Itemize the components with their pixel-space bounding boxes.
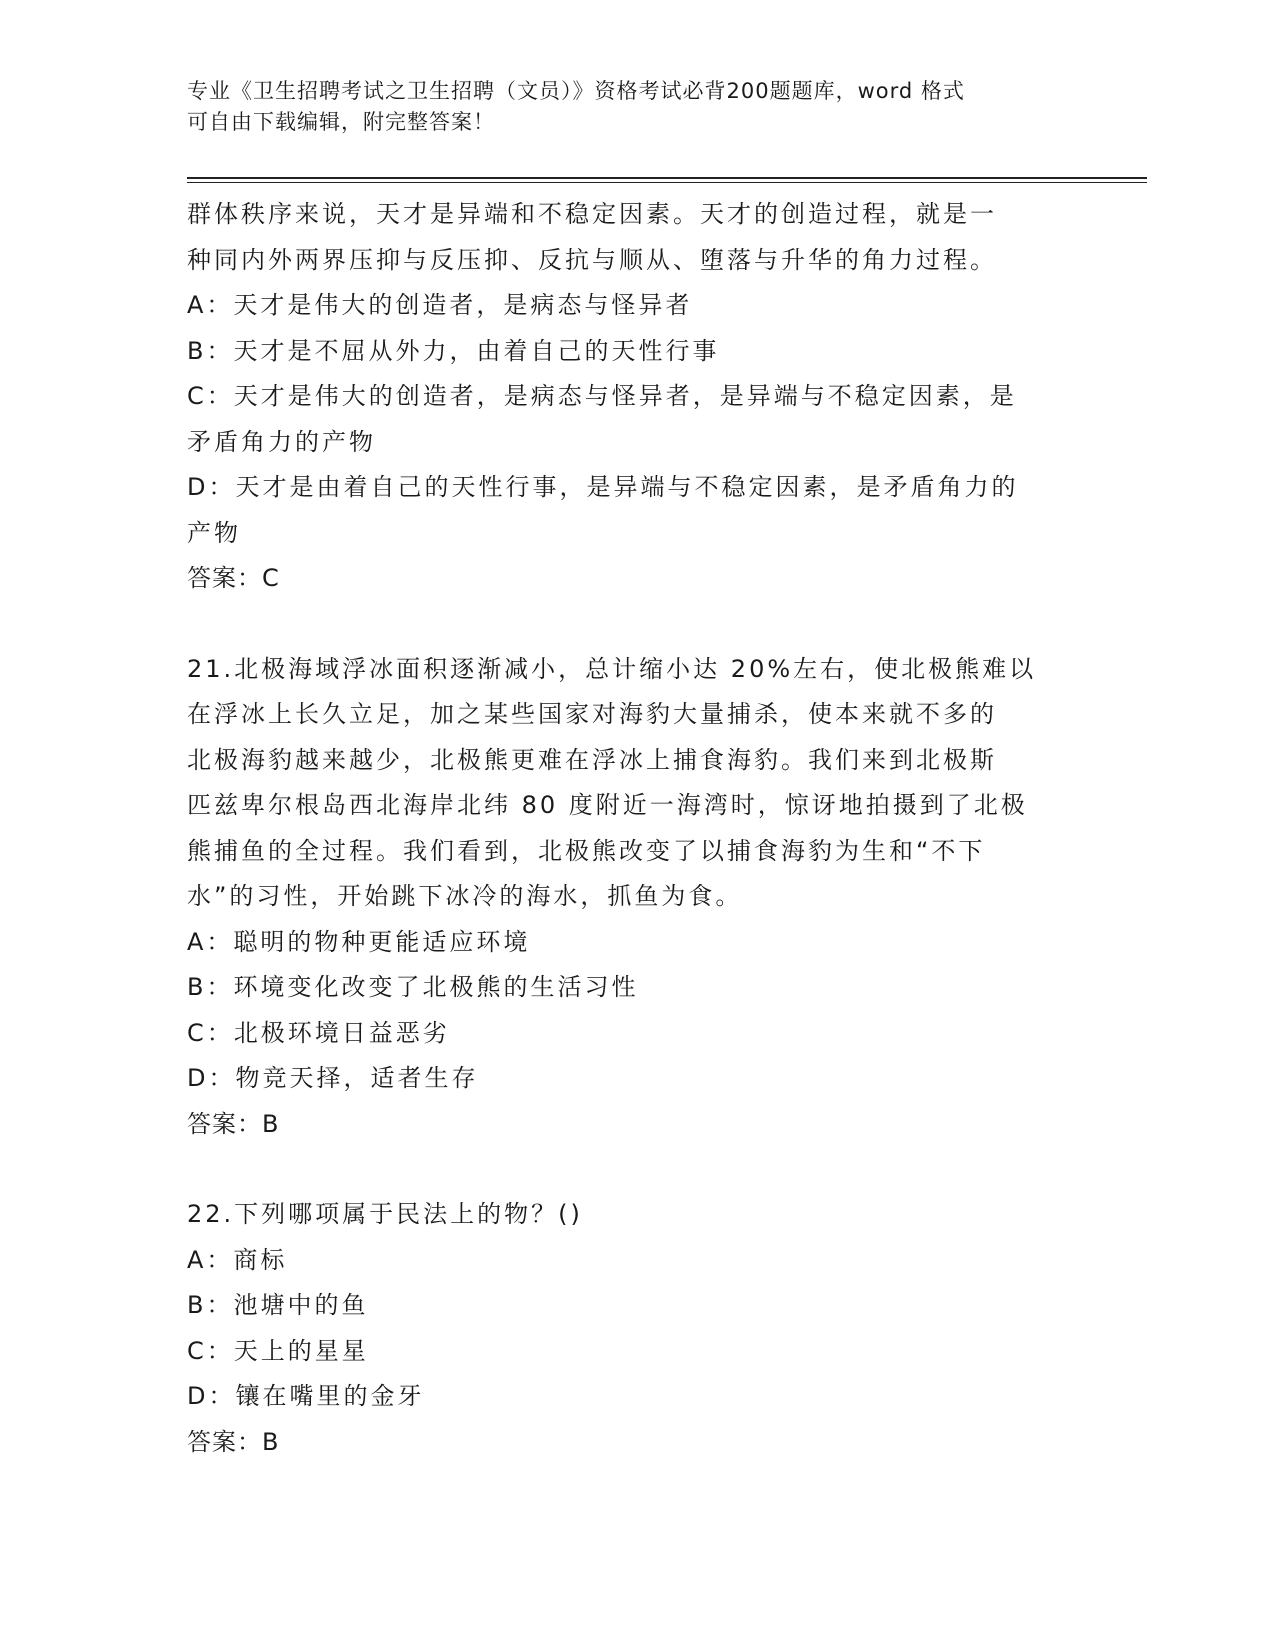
option-b: B：天才是不屈从外力，由着自己的天性行事 [187,336,720,365]
option-d: D：物竞天择，适者生存 [187,1064,479,1092]
option-d-continued: 产物 [187,518,241,547]
header-title-line2: 可自由下载编辑，附完整答案！ [187,110,495,134]
spacer [187,602,1077,647]
question-text: 21.北极海域浮冰面积逐渐减小，总计缩小达 20%左右，使北极熊难以 [187,654,1037,683]
option-c: C：天才是伟大的创造者，是病态与怪异者，是异端与不稳定因素，是 [187,382,1017,410]
answer: 答案：B [187,1109,280,1138]
option-c: C：北极环境日益恶劣 [187,1018,450,1047]
header-divider-thin [187,182,1147,183]
page-header [187,76,1087,138]
question-text: 群体秩序来说，天才是异端和不稳定因素。天才的创造过程，就是一 [187,200,997,228]
option-a: A：商标 [187,1245,288,1274]
spacer [187,1147,1077,1192]
option-c-continued: 矛盾角力的产物 [187,427,376,456]
answer: 答案：C [187,564,280,592]
question-20 [187,192,1077,602]
question-text: 水”的习性，开始跳下冰冷的海水，抓鱼为食。 [187,882,743,910]
question-22 [187,1192,1077,1465]
option-c: C：天上的星星 [187,1336,369,1365]
option-d: D：天才是由着自己的天性行事，是异端与不稳定因素，是矛盾角力的 [187,473,1019,501]
question-text: 22.下列哪项属于民法上的物？() [187,1200,583,1228]
option-b: B：池塘中的鱼 [187,1291,369,1319]
header-title-line1: 专业《卫生招聘考试之卫生招聘（文员）》资格考试必背200题题库，word 格式 [187,79,965,103]
option-a: A：天才是伟大的创造者，是病态与怪异者 [187,291,693,319]
option-d: D：镶在嘴里的金牙 [187,1382,425,1410]
question-21 [187,647,1077,1148]
question-text: 在浮冰上长久立足，加之某些国家对海豹大量捕杀，使本来就不多的 [187,700,997,728]
question-text: 种同内外两界压抑与反压抑、反抗与顺从、堕落与升华的角力过程。 [187,245,997,274]
question-text: 熊捕鱼的全过程。我们看到，北极熊改变了以捕食海豹为生和“不下 [187,836,986,865]
answer: 答案：B [187,1427,280,1456]
document-body [187,192,1077,1465]
header-divider [187,177,1147,179]
option-a: A：聪明的物种更能适应环境 [187,927,531,956]
question-text: 匹兹卑尔根岛西北海岸北纬 80 度附近一海湾时，惊讶地拍摄到了北极 [187,791,1028,819]
option-b: B：环境变化改变了北极熊的生活习性 [187,973,639,1001]
question-text: 北极海豹越来越少，北极熊更难在浮冰上捕食海豹。我们来到北极斯 [187,745,997,774]
